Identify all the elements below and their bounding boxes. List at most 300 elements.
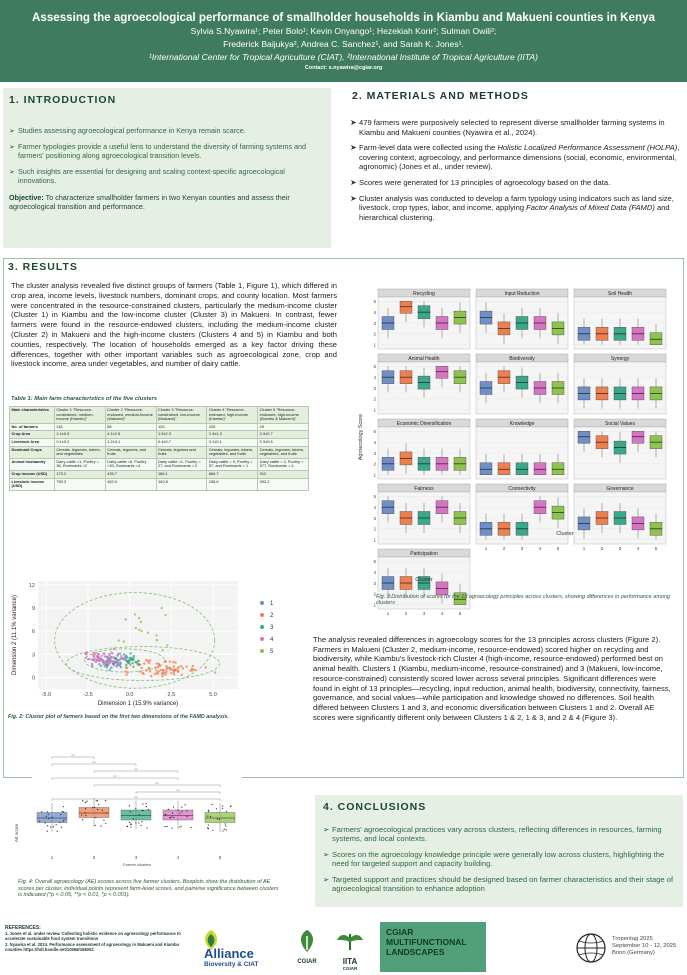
scatter-point bbox=[191, 668, 193, 670]
ae-score-boxplot bbox=[12, 745, 252, 873]
scatter-point bbox=[91, 663, 93, 665]
ae-point bbox=[63, 821, 64, 822]
table-header-cell: Cluster 3 "Resource-constrained, low-income (Makueni)" bbox=[156, 407, 207, 424]
ae-point bbox=[173, 817, 174, 818]
significance-label: ns bbox=[134, 767, 138, 771]
x-tick-label: 1 bbox=[484, 546, 488, 551]
ae-point bbox=[179, 826, 180, 827]
ae-point bbox=[53, 826, 54, 827]
x-tick-label: 4 bbox=[636, 546, 640, 551]
box bbox=[480, 463, 492, 475]
ae-point bbox=[105, 800, 106, 801]
x-tick-label: 1 bbox=[50, 855, 54, 860]
ae-point bbox=[138, 822, 139, 823]
table-caption: Table 1: Main farm characteristics of the five clusters bbox=[11, 396, 158, 402]
ae-point bbox=[208, 811, 209, 812]
y-tick-label: 1 bbox=[373, 472, 376, 478]
scatter-point bbox=[84, 652, 86, 654]
x-tick-label: 4 bbox=[440, 611, 444, 616]
scatter-point bbox=[169, 667, 171, 669]
table-cell: 3.3±2.7 bbox=[258, 431, 309, 439]
box bbox=[650, 333, 662, 345]
scatter-point bbox=[158, 664, 160, 666]
conclusion-bullet: ➢ Farmers' agroecological practices vary across clusters, reflecting differences in resources, farming systems, and local contexts. bbox=[323, 825, 675, 844]
facet-title: Knowledge bbox=[509, 421, 535, 427]
table-cell: 312 bbox=[258, 470, 309, 478]
legend-marker bbox=[260, 601, 264, 605]
table-cell: 0.1±0.2 bbox=[54, 438, 105, 446]
famd-term: Factor Analysis of Mixed Data (FAMD) bbox=[526, 203, 655, 213]
ae-point bbox=[173, 806, 174, 807]
scatter-point bbox=[119, 659, 121, 661]
significance-label: ns bbox=[176, 788, 180, 792]
y-tick-label: 2 bbox=[373, 591, 376, 597]
x-tick-label: 1 bbox=[582, 546, 586, 551]
tropentag-text bbox=[612, 936, 676, 957]
iita-plant-icon bbox=[333, 928, 367, 952]
scatter-point bbox=[161, 675, 163, 677]
scatter-point bbox=[139, 671, 141, 673]
table-cell: 88 bbox=[105, 423, 156, 431]
table-cell: Cereals, legumes, tubers, vegetables, and fruits bbox=[258, 446, 309, 458]
scatter-point bbox=[132, 666, 134, 668]
table-cell: Crop Area bbox=[10, 431, 55, 439]
table-cell: No. of farmers bbox=[10, 423, 55, 431]
x-tick-label: 0.0 bbox=[125, 692, 134, 698]
ae-point bbox=[62, 811, 63, 812]
fig2-caption: Fig. 2: Cluster plot of farmers based on the first two dimensions of the FAMD analysis. bbox=[8, 714, 230, 720]
y-tick-label: 6 bbox=[31, 629, 35, 636]
ae-point bbox=[172, 812, 173, 813]
ae-point bbox=[57, 831, 58, 832]
table-header-cell: Cluster 2 "Resource-endowed, medium-income (Makueni)" bbox=[105, 407, 156, 424]
ae-point bbox=[82, 819, 83, 820]
facet-title: Connectivity bbox=[508, 486, 536, 492]
intro-bullet: ➢ Studies assessing agroecological performance in Kenya remain scarce. bbox=[9, 126, 325, 135]
scatter-point bbox=[131, 662, 133, 664]
y-tick-label: 2 bbox=[373, 331, 376, 337]
facet-title: Animal Health bbox=[408, 356, 440, 362]
ae-point bbox=[172, 828, 173, 829]
box bbox=[516, 463, 528, 475]
legend-label: 2 bbox=[270, 613, 274, 619]
alliance-subtitle: Bioversity & CIAT bbox=[204, 961, 259, 968]
scatter-point bbox=[115, 665, 117, 667]
y-tick-label: 12 bbox=[28, 582, 35, 589]
scatter-point bbox=[109, 669, 111, 671]
ae-point bbox=[105, 812, 106, 813]
box bbox=[498, 463, 510, 475]
scatter-point bbox=[120, 655, 122, 657]
significance-label: ns bbox=[134, 795, 138, 799]
scatter-point bbox=[181, 674, 183, 676]
ae-point bbox=[139, 814, 140, 815]
scatter-point bbox=[127, 662, 129, 664]
scatter-point bbox=[129, 652, 131, 654]
methods-heading: 2. MATERIALS AND METHODS bbox=[352, 90, 529, 102]
table-cell: 165.1 bbox=[156, 470, 207, 478]
ae-point bbox=[82, 800, 83, 801]
table-row bbox=[10, 478, 309, 490]
alliance-name: Alliance bbox=[204, 946, 254, 961]
table-cell: Cereals, legumes, and fruits bbox=[105, 446, 156, 458]
conclusion-bullet: ➢ Scores on the agroecology knowledge principle were generally low across clusters, highlighting the need for targeted support and capacity building. bbox=[323, 850, 675, 869]
table-cell: Cereals, legumes and fruits bbox=[156, 446, 207, 458]
y-tick-label: 2 bbox=[373, 526, 376, 532]
references bbox=[5, 926, 195, 952]
ae-point bbox=[95, 825, 96, 826]
table-cell: 0.4±0.7 bbox=[156, 438, 207, 446]
ae-point bbox=[222, 805, 223, 806]
scatter-point bbox=[92, 652, 94, 654]
ae-point bbox=[97, 809, 98, 810]
scatter-point bbox=[149, 659, 151, 661]
scatter-point bbox=[107, 661, 109, 663]
scatter-point bbox=[140, 621, 142, 623]
ae-point bbox=[85, 802, 86, 803]
table-cell: 684.7 bbox=[207, 470, 258, 478]
scatter-point bbox=[155, 634, 157, 636]
scatter-point bbox=[125, 673, 127, 675]
table-cell: 1.2±3.1 bbox=[105, 438, 156, 446]
scatter-point bbox=[107, 664, 109, 666]
y-tick-label: 5 bbox=[373, 559, 376, 565]
scatter-point bbox=[109, 661, 111, 663]
methods-text: Cluster analysis was conducted to develop a farm typology using indicators such as land size, livestock, crop types, labor, and income, applying bbox=[359, 193, 674, 213]
x-tick-label: 5 bbox=[218, 855, 222, 860]
facet-title: Fairness bbox=[414, 486, 434, 492]
ae-point bbox=[171, 816, 172, 817]
y-tick-label: 5 bbox=[373, 429, 376, 435]
methods-bullet bbox=[350, 194, 683, 223]
box bbox=[632, 431, 644, 443]
scatter-point bbox=[134, 613, 136, 615]
scatter-point bbox=[150, 675, 152, 677]
ae-point bbox=[140, 825, 141, 826]
intro-heading: 1. INTRODUCTION bbox=[9, 94, 117, 106]
ae-point bbox=[50, 826, 51, 827]
x-axis-label: Cluster bbox=[415, 577, 433, 583]
ae-point bbox=[142, 810, 143, 811]
scatter-point bbox=[170, 672, 172, 674]
scatter-point bbox=[123, 640, 125, 642]
ae-point bbox=[208, 824, 209, 825]
ae-point bbox=[86, 801, 87, 802]
scatter-point bbox=[113, 656, 115, 658]
scatter-point bbox=[102, 662, 104, 664]
ae-point bbox=[102, 810, 103, 811]
table-cell: 0.1±0.1 bbox=[207, 438, 258, 446]
results-heading: 3. RESULTS bbox=[8, 261, 78, 273]
ae-point bbox=[47, 811, 48, 812]
globe-icon bbox=[574, 932, 608, 964]
scatter-point bbox=[164, 660, 166, 662]
scatter-point bbox=[124, 658, 126, 660]
x-tick-label: 3 bbox=[134, 855, 138, 860]
y-tick-label: 4 bbox=[373, 309, 376, 315]
ae-point bbox=[105, 823, 106, 824]
scatter-point bbox=[148, 662, 150, 664]
facet-title: Recycling bbox=[413, 291, 435, 297]
table-header-cell: Cluster 4 "Resource-endowed, high-income (Kiambu)" bbox=[207, 407, 258, 424]
ae-point bbox=[146, 827, 147, 828]
x-tick-label: 2 bbox=[502, 546, 506, 551]
scatter-point bbox=[94, 658, 96, 660]
facet-title: Input Reduction bbox=[504, 291, 540, 297]
ae-point bbox=[48, 818, 49, 819]
scatter-point bbox=[163, 672, 165, 674]
fig4-caption: Fig. 4: Overall agroecology (AE) scores across five farmer clusters. Boxplots show the distribution of AE scores per cluster, individual points represent farm-level scores, and pairwise significance between clusters is indicated (*p < 0.05, **p < 0.01, *p < 0.001). bbox=[18, 879, 279, 899]
scatter-point bbox=[85, 657, 87, 659]
facet-title: Soil Health bbox=[607, 291, 633, 297]
conclusions-section bbox=[315, 795, 683, 907]
mfl-line-2: MULTIFUNCTIONAL bbox=[386, 937, 467, 947]
box bbox=[552, 463, 564, 475]
box bbox=[400, 301, 412, 313]
scatter-point bbox=[189, 670, 191, 672]
table-row bbox=[10, 407, 309, 424]
mfl-line-3: LANDSCAPES bbox=[386, 947, 445, 957]
intro-section bbox=[3, 88, 331, 248]
x-tick-label: 2 bbox=[404, 611, 408, 616]
table-cell: Dairy cattle =1, Poultry = 36, Ruminants =2 bbox=[54, 458, 105, 470]
y-tick-label: 5 bbox=[373, 364, 376, 370]
ae-point bbox=[165, 814, 166, 815]
scatter-point bbox=[106, 666, 108, 668]
box bbox=[163, 810, 193, 820]
table-cell: 100.8 bbox=[156, 478, 207, 490]
ae-point bbox=[46, 816, 47, 817]
scatter-point bbox=[161, 607, 163, 609]
y-tick-label: 0 bbox=[31, 675, 35, 682]
table-row bbox=[10, 458, 309, 470]
ae-point bbox=[63, 811, 64, 812]
table-header-cell: Cluster 5 "Resource-endowed, high-income (Kiambu & Makueni)" bbox=[258, 407, 309, 424]
ae-point bbox=[190, 827, 191, 828]
scatter-point bbox=[166, 667, 168, 669]
ae-point bbox=[224, 829, 225, 830]
scatter-point bbox=[116, 659, 118, 661]
ae-point bbox=[222, 808, 223, 809]
table-row bbox=[10, 446, 309, 458]
x-tick-label: 3 bbox=[520, 546, 524, 551]
y-axis-label: Dimension 2 (11.1% variance) bbox=[12, 595, 18, 675]
legend-label: 1 bbox=[270, 601, 274, 607]
scatter-point bbox=[192, 665, 194, 667]
facet-title: Governance bbox=[606, 486, 634, 492]
scatter-point bbox=[172, 661, 174, 663]
ae-point bbox=[167, 826, 168, 827]
scatter-point bbox=[113, 648, 115, 650]
table-cell: 1.1±0.9 bbox=[54, 431, 105, 439]
ae-point bbox=[219, 819, 220, 820]
table-header-cell: Cluster 1 "Resource-constrained, medium-income (Kiambu)" bbox=[54, 407, 105, 424]
scatter-point bbox=[110, 666, 112, 668]
scatter-point bbox=[174, 661, 176, 663]
scatter-point bbox=[131, 658, 133, 660]
reference-2: 2. Nyawira et al. 2024. Performance assessment of agroecology in Makueni and Kiambu counties https://hdl.handle.net/10568/168052 bbox=[5, 941, 180, 952]
ae-point bbox=[47, 830, 48, 831]
ae-point bbox=[179, 812, 180, 813]
scatter-point bbox=[180, 665, 182, 667]
iita-label: IITA bbox=[342, 957, 358, 966]
table-header-cell: Main characteristics bbox=[10, 407, 55, 424]
authors-line-2: Frederick Baijukya², Andrea C. Sanchez¹, and Sarah K. Jones¹. bbox=[223, 39, 464, 49]
scatter-point bbox=[98, 663, 100, 665]
table-cell: Crop income (USD) bbox=[10, 470, 55, 478]
y-tick-label: 4 bbox=[373, 569, 376, 575]
scatter-point bbox=[101, 655, 103, 657]
ae-point bbox=[230, 806, 231, 807]
tropentag-name: Tropentag 2025 bbox=[612, 936, 653, 942]
table-cell: 1.9±2.3 bbox=[156, 431, 207, 439]
scatter-point bbox=[96, 655, 98, 657]
scatter-point bbox=[113, 661, 115, 663]
table-cell: 29 bbox=[258, 423, 309, 431]
x-tick-label: 5 bbox=[556, 546, 560, 551]
ae-point bbox=[216, 808, 217, 809]
scatter-point bbox=[164, 614, 166, 616]
y-tick-label: 4 bbox=[373, 374, 376, 380]
box bbox=[79, 808, 109, 818]
scatter-point bbox=[161, 649, 163, 651]
y-tick-label: 2 bbox=[373, 461, 376, 467]
facet-title: Biodiversity bbox=[509, 356, 535, 362]
ae-point bbox=[133, 818, 134, 819]
scatter-point bbox=[166, 644, 168, 646]
contact-email: Contact: s.nyawira@cgiar.org bbox=[304, 65, 383, 71]
ae-point bbox=[225, 823, 226, 824]
table-cell: 0.3±0.6 bbox=[258, 438, 309, 446]
ae-point bbox=[60, 814, 61, 815]
tropentag-logo bbox=[574, 930, 684, 970]
legend-label: 3 bbox=[270, 625, 274, 631]
scatter-point bbox=[154, 673, 156, 675]
ae-point bbox=[45, 822, 46, 823]
objective bbox=[9, 193, 325, 211]
x-axis-label: Farmer clusters bbox=[123, 862, 151, 867]
alliance-logo bbox=[200, 926, 290, 970]
table-cell: Cereals, legumes, tubers, and vegetables bbox=[54, 446, 105, 458]
methods-bullet: ➤ 479 farmers were purposively selected to represent diverse smallholder farming systems in Kiambu and Makueni counties (Nyawira et al., 2024). bbox=[350, 118, 683, 137]
scatter-point bbox=[132, 656, 134, 658]
ae-point bbox=[225, 829, 226, 830]
intro-bullet: ➢ Farmer typologies provide a useful lens to understand the diversity of farming systems and farmers' positioning along agroecological transition levels. bbox=[9, 142, 325, 160]
table-cell: Dominant Crops bbox=[10, 446, 55, 458]
ae-point bbox=[127, 826, 128, 827]
ae-point bbox=[135, 808, 136, 809]
ae-point bbox=[85, 815, 86, 816]
y-tick-label: 5 bbox=[373, 494, 376, 500]
ae-point bbox=[178, 810, 179, 811]
legend-label: 5 bbox=[270, 649, 274, 655]
scatter-point bbox=[95, 661, 97, 663]
ae-point bbox=[212, 830, 213, 831]
ae-point bbox=[95, 817, 96, 818]
scatter-point bbox=[117, 653, 119, 655]
scatter-point bbox=[88, 658, 90, 660]
table-cell: 392.2 bbox=[258, 478, 309, 490]
mfl-line-1: CGIAR bbox=[386, 927, 414, 937]
scatter-point bbox=[165, 671, 167, 673]
legend-marker bbox=[260, 637, 264, 641]
ae-point bbox=[222, 830, 223, 831]
results-paragraph-1: The cluster analysis revealed five distinct groups of farmers (Table 1, Figure 1), which differed in crop area, income levels, livestock numbers, dominant crops, and county location. Most farmers were concentrated in the resource-constrained clusters, particularly the medium-income cluster (Cluster 1) in Kiambu and the low-income cluster (Cluster 3) in Makueni. In contrast, fewer farmers were found in the resource-endowed clusters, including the medium-income cluster (Cluster 2) in Makueni and the high-income clusters (Clusters 4 and 5) in Kiambu and both counties, respectively. The location of households emerged as a key factor driving these differences, together with other important variables such as agroecological zone, crop and livestock income, area under vegetables, and number of dairy cattle. bbox=[11, 281, 337, 369]
x-axis-label: Cluster bbox=[556, 531, 574, 537]
ae-point bbox=[226, 811, 227, 812]
methods-text: and hierarchical clustering. bbox=[359, 203, 670, 222]
x-tick-label: 3 bbox=[618, 546, 622, 551]
methods-text: , covering context, agroecology, and performance dimensions (social, economic, environmental, agronomic) (Jones et al., under review). bbox=[359, 143, 680, 172]
objective-text: To characterize smallholder farmers in two Kenyan counties and assess their agroecological transition and performance. bbox=[9, 193, 290, 211]
ae-point bbox=[165, 826, 166, 827]
x-tick-label: -5.0 bbox=[41, 692, 52, 698]
table-cell: 109 bbox=[207, 423, 258, 431]
results-paragraph-2: The analysis revealed differences in agroecology scores for the 13 principles across clusters (Figure 2). Farmers in Makueni (Cluster 2, medium-income, resource-endowed) scored higher on recycling and biodiversity, while Kiambu's livestock-rich Cluster 4 (high-income, resource-endowed) performed best on animal health. Clusters 1 (Kiambu, medium-income, resource-constrained) and 3 (Makueni, low-income, resource-constrained) consistently scored lower across several principles. Significant differences were found in eight of 13 principles—recycling, input reduction, animal health, biodiversity, connectivity, fairness, governance, and social values—while participation and knowledge showed no differences. Soil health differed between Clusters 1 and 3, and economic diversification between Clusters 1 and 2. Overall AE scores were significantly different only between Clusters 1 & 2, 1 & 3, and 2 & 4 (Figure 3). bbox=[313, 635, 671, 722]
scatter-point bbox=[140, 667, 142, 669]
ae-point bbox=[225, 825, 226, 826]
box bbox=[534, 463, 546, 475]
scatter-point bbox=[182, 667, 184, 669]
y-tick-label: 3 bbox=[31, 652, 35, 659]
significance-label: ns bbox=[155, 781, 159, 785]
legend-marker bbox=[260, 625, 264, 629]
y-tick-label: 1 bbox=[373, 537, 376, 543]
scatter-point bbox=[161, 672, 163, 674]
table-cell: Livestock income (USD) bbox=[10, 478, 55, 490]
poster-title: Assessing the agroecological performance of smallholder households in Kiambu and Makueni counties in Kenya bbox=[32, 11, 655, 24]
ae-point bbox=[61, 827, 62, 828]
cgiar-leaf-icon bbox=[294, 928, 320, 954]
reference-1: 1. Jones et al. under review. Collecting holistic evidence on agroecology performance to accelerate sustainable food system transitions bbox=[5, 931, 181, 942]
table-cell: Dairy cattle =6, Poultry =53, Ruminants =4 bbox=[105, 458, 156, 470]
scatter-point bbox=[177, 671, 179, 673]
ae-point bbox=[129, 822, 130, 823]
scatter-point bbox=[214, 671, 216, 673]
x-tick-label: 3 bbox=[422, 611, 426, 616]
ae-point bbox=[94, 807, 95, 808]
x-tick-label: 1 bbox=[386, 611, 390, 616]
y-axis-label: AE score bbox=[14, 823, 19, 843]
ae-point bbox=[217, 818, 218, 819]
scatter-point bbox=[174, 669, 176, 671]
significance-label: ns bbox=[113, 774, 117, 778]
x-tick-label: 4 bbox=[176, 855, 180, 860]
scatter-point bbox=[138, 664, 140, 666]
y-tick-label: 4 bbox=[373, 439, 376, 445]
table-cell: 439.7 bbox=[105, 470, 156, 478]
ae-point bbox=[181, 826, 182, 827]
scatter-point bbox=[118, 639, 120, 641]
methods-text: Farm-level data were collected using the bbox=[359, 143, 498, 153]
y-tick-label: 1 bbox=[373, 342, 376, 348]
ae-point bbox=[169, 817, 170, 818]
ae-point bbox=[59, 822, 60, 823]
ae-point bbox=[96, 800, 97, 801]
scatter-point bbox=[125, 664, 127, 666]
poster-header bbox=[0, 0, 687, 82]
scatter-point bbox=[141, 672, 143, 674]
significance-label: ns bbox=[92, 760, 96, 764]
x-tick-label: 2.5 bbox=[167, 692, 176, 698]
ae-point bbox=[129, 805, 130, 806]
ae-point bbox=[103, 820, 104, 821]
tropentag-dates: September 10 - 12, 2025 bbox=[612, 943, 677, 949]
scatter-point bbox=[169, 660, 171, 662]
conclusion-bullet: ➢ Targeted support and practices should be designed based on farmer characteristics and their stage of agroecological transition to enhance adoption bbox=[323, 875, 675, 894]
table-cell: 1.3±1.3 bbox=[207, 431, 258, 439]
facet-title: Participation bbox=[410, 551, 438, 557]
